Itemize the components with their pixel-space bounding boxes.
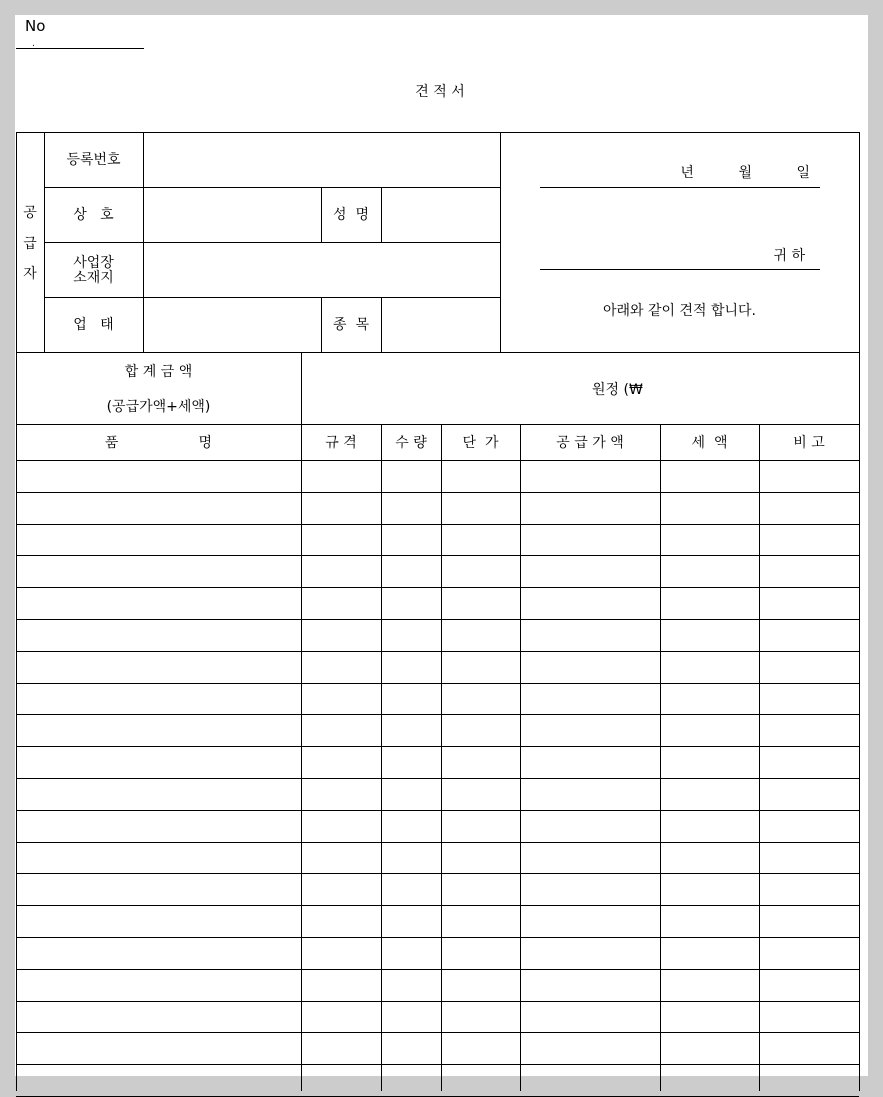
item-cell-unit-price[interactable] — [442, 461, 520, 492]
item-cell-tax[interactable] — [661, 715, 759, 746]
item-cell-spec[interactable] — [302, 461, 381, 492]
item-cell-item-name[interactable] — [17, 493, 301, 524]
item-cell-tax[interactable] — [661, 1033, 759, 1064]
item-cell-remarks[interactable] — [760, 525, 859, 555]
item-cell-remarks[interactable] — [760, 556, 859, 587]
recipient-field-underline[interactable] — [540, 269, 820, 270]
item-cell-quantity[interactable] — [382, 461, 441, 492]
item-cell-item-name[interactable] — [17, 652, 301, 683]
item-cell-remarks[interactable] — [760, 874, 859, 905]
item-cell-remarks[interactable] — [760, 493, 859, 524]
item-cell-spec[interactable] — [302, 1033, 381, 1064]
item-cell-remarks[interactable] — [760, 652, 859, 683]
table-border — [500, 132, 501, 352]
item-cell-unit-price[interactable] — [442, 747, 520, 778]
item-cell-supply-amount[interactable] — [521, 715, 660, 746]
item-cell-quantity[interactable] — [382, 1033, 441, 1064]
item-cell-unit-price[interactable] — [442, 525, 520, 555]
item-cell-remarks[interactable] — [760, 588, 859, 619]
item-cell-spec[interactable] — [302, 938, 381, 969]
column-header-item-name: 품 명 — [104, 435, 213, 451]
item-cell-quantity[interactable] — [382, 1065, 441, 1096]
item-cell-tax[interactable] — [661, 906, 759, 937]
item-cell-unit-price[interactable] — [442, 715, 520, 746]
item-cell-supply-amount[interactable] — [521, 620, 660, 651]
item-cell-unit-price[interactable] — [442, 779, 520, 810]
item-cell-tax[interactable] — [661, 652, 759, 683]
item-cell-tax[interactable] — [661, 843, 759, 873]
reg-no-label: 등록번호 — [66, 152, 121, 168]
item-cell-remarks[interactable] — [760, 684, 859, 714]
item-cell-supply-amount[interactable] — [521, 525, 660, 555]
item-cell-quantity[interactable] — [382, 620, 441, 651]
item-cell-unit-price[interactable] — [442, 684, 520, 714]
company-field[interactable] — [144, 188, 320, 242]
no-field-underline[interactable] — [16, 48, 144, 49]
column-header-tax: 세 액 — [691, 435, 728, 451]
item-cell-spec[interactable] — [302, 747, 381, 778]
item-cell-supply-amount[interactable] — [521, 938, 660, 969]
item-cell-tax[interactable] — [661, 779, 759, 810]
item-cell-item-name[interactable] — [17, 779, 301, 810]
item-cell-item-name[interactable] — [17, 525, 301, 555]
item-cell-remarks[interactable] — [760, 906, 859, 937]
item-cell-tax[interactable] — [661, 493, 759, 524]
item-cell-supply-amount[interactable] — [521, 1065, 660, 1096]
item-cell-quantity[interactable] — [382, 493, 441, 524]
item-cell-tax[interactable] — [661, 556, 759, 587]
document-title: 견 적 서 — [415, 84, 465, 100]
business-label: 업 태 — [73, 317, 114, 333]
item-cell-tax[interactable] — [661, 588, 759, 619]
item-cell-supply-amount[interactable] — [521, 461, 660, 492]
item-cell-quantity[interactable] — [382, 779, 441, 810]
reg-no-field[interactable] — [144, 133, 499, 187]
item-cell-remarks[interactable] — [760, 779, 859, 810]
item-cell-item-name[interactable] — [17, 970, 301, 1001]
item-cell-supply-amount[interactable] — [521, 811, 660, 842]
item-cell-spec[interactable] — [302, 715, 381, 746]
item-cell-remarks[interactable] — [760, 938, 859, 969]
item-cell-quantity[interactable] — [382, 684, 441, 714]
table-border — [16, 352, 859, 353]
no-label: No — [25, 17, 46, 35]
item-cell-quantity[interactable] — [382, 588, 441, 619]
item-cell-unit-price[interactable] — [442, 843, 520, 873]
item-cell-item-name[interactable] — [17, 556, 301, 587]
statement: 아래와 같이 견적 합니다. — [602, 303, 757, 319]
item-cell-item-name[interactable] — [17, 1065, 301, 1096]
column-header-quantity: 수 량 — [395, 435, 427, 451]
item-cell-spec[interactable] — [302, 906, 381, 937]
item-cell-unit-price[interactable] — [442, 1002, 520, 1032]
item-cell-tax[interactable] — [661, 525, 759, 555]
item-cell-item-name[interactable] — [17, 938, 301, 969]
item-cell-unit-price[interactable] — [442, 1033, 520, 1064]
item-cell-unit-price[interactable] — [442, 556, 520, 587]
item-cell-tax[interactable] — [661, 970, 759, 1001]
item-cell-tax[interactable] — [661, 684, 759, 714]
item-cell-spec[interactable] — [302, 779, 381, 810]
item-cell-item-name[interactable] — [17, 874, 301, 905]
table-border — [301, 352, 302, 424]
item-cell-supply-amount[interactable] — [521, 970, 660, 1001]
total-value[interactable]: 원정 (₩ — [592, 382, 643, 398]
company-label: 상 호 — [73, 207, 114, 223]
item-cell-unit-price[interactable] — [442, 652, 520, 683]
item-cell-quantity[interactable] — [382, 906, 441, 937]
supplier-side-label-3: 자 — [23, 266, 37, 282]
item-cell-tax[interactable] — [661, 811, 759, 842]
item-cell-quantity[interactable] — [382, 715, 441, 746]
name-label: 성 명 — [333, 207, 369, 223]
item-cell-spec[interactable] — [302, 652, 381, 683]
business-field[interactable] — [144, 298, 320, 352]
item-cell-supply-amount[interactable] — [521, 906, 660, 937]
item-cell-item-name[interactable] — [17, 747, 301, 778]
item-cell-item-name[interactable] — [17, 461, 301, 492]
honorific: 귀 하 — [773, 248, 805, 264]
item-cell-supply-amount[interactable] — [521, 652, 660, 683]
item-cell-remarks[interactable] — [760, 620, 859, 651]
column-header-remarks: 비 고 — [793, 435, 825, 451]
item-cell-unit-price[interactable] — [442, 938, 520, 969]
item-cell-remarks[interactable] — [760, 970, 859, 1001]
item-cell-tax[interactable] — [661, 938, 759, 969]
item-cell-spec[interactable] — [302, 588, 381, 619]
item-cell-spec[interactable] — [302, 1065, 381, 1096]
item-cell-supply-amount[interactable] — [521, 684, 660, 714]
column-header-unit-price: 단 가 — [462, 435, 499, 451]
item-cell-tax[interactable] — [661, 1065, 759, 1096]
item-cell-item-name[interactable] — [17, 1033, 301, 1064]
address-label-1: 사업장 — [73, 255, 114, 271]
item-cell-tax[interactable] — [661, 620, 759, 651]
item-cell-quantity[interactable] — [382, 556, 441, 587]
item-cell-remarks[interactable] — [760, 747, 859, 778]
item-cell-spec[interactable] — [302, 970, 381, 1001]
item-cell-supply-amount[interactable] — [521, 588, 660, 619]
item-cell-quantity[interactable] — [382, 1002, 441, 1032]
name-field[interactable] — [382, 188, 499, 242]
item-cell-item-name[interactable] — [17, 843, 301, 873]
item-cell-spec[interactable] — [302, 1002, 381, 1032]
item-cell-supply-amount[interactable] — [521, 1033, 660, 1064]
date-field-underline[interactable] — [540, 187, 820, 188]
item-cell-unit-price[interactable] — [442, 588, 520, 619]
no-dot: . — [32, 39, 35, 49]
item-cell-supply-amount[interactable] — [521, 493, 660, 524]
item-cell-tax[interactable] — [661, 1002, 759, 1032]
table-border — [859, 132, 860, 1091]
item-cell-unit-price[interactable] — [442, 811, 520, 842]
item-cell-remarks[interactable] — [760, 1033, 859, 1064]
item-cell-spec[interactable] — [302, 843, 381, 873]
item-cell-spec[interactable] — [302, 684, 381, 714]
item-cell-item-name[interactable] — [17, 715, 301, 746]
item-cell-spec[interactable] — [302, 874, 381, 905]
table-border — [16, 424, 859, 425]
item-cell-item-name[interactable] — [17, 906, 301, 937]
supplier-side-label-1: 공 — [23, 205, 37, 221]
item-cell-item-name[interactable] — [17, 684, 301, 714]
item-cell-quantity[interactable] — [382, 747, 441, 778]
item-cell-unit-price[interactable] — [442, 874, 520, 905]
item-cell-spec[interactable] — [302, 525, 381, 555]
item-cell-item-name[interactable] — [17, 811, 301, 842]
item-cell-supply-amount[interactable] — [521, 843, 660, 873]
item-cell-remarks[interactable] — [760, 715, 859, 746]
item-cell-supply-amount[interactable] — [521, 556, 660, 587]
item-cell-remarks[interactable] — [760, 461, 859, 492]
item-type-field[interactable] — [382, 298, 499, 352]
item-cell-tax[interactable] — [661, 747, 759, 778]
item-cell-unit-price[interactable] — [442, 906, 520, 937]
total-sublabel: (공급가액+세액) — [106, 399, 211, 415]
column-header-spec: 규 격 — [325, 435, 357, 451]
item-cell-spec[interactable] — [302, 493, 381, 524]
item-cell-remarks[interactable] — [760, 843, 859, 873]
address-field[interactable] — [144, 243, 499, 297]
item-type-label: 종 목 — [333, 317, 369, 333]
total-label: 합 계 금 액 — [124, 364, 193, 380]
item-cell-quantity[interactable] — [382, 525, 441, 555]
item-cell-remarks[interactable] — [760, 811, 859, 842]
item-cell-supply-amount[interactable] — [521, 874, 660, 905]
supplier-side-label-2: 급 — [23, 236, 37, 252]
item-cell-item-name[interactable] — [17, 620, 301, 651]
item-cell-supply-amount[interactable] — [521, 1002, 660, 1032]
item-cell-unit-price[interactable] — [442, 970, 520, 1001]
item-cell-supply-amount[interactable] — [521, 779, 660, 810]
item-cell-item-name[interactable] — [17, 588, 301, 619]
item-cell-quantity[interactable] — [382, 652, 441, 683]
item-cell-quantity[interactable] — [382, 811, 441, 842]
item-cell-remarks[interactable] — [760, 1002, 859, 1032]
item-cell-quantity[interactable] — [382, 970, 441, 1001]
item-cell-unit-price[interactable] — [442, 1065, 520, 1096]
item-cell-spec[interactable] — [302, 556, 381, 587]
item-cell-quantity[interactable] — [382, 938, 441, 969]
item-cell-tax[interactable] — [661, 874, 759, 905]
item-cell-spec[interactable] — [302, 811, 381, 842]
item-cell-unit-price[interactable] — [442, 620, 520, 651]
item-cell-tax[interactable] — [661, 461, 759, 492]
date-label: 년 월 일 — [680, 165, 810, 181]
item-cell-spec[interactable] — [302, 620, 381, 651]
item-cell-supply-amount[interactable] — [521, 747, 660, 778]
item-cell-remarks[interactable] — [760, 1065, 859, 1096]
item-cell-quantity[interactable] — [382, 874, 441, 905]
item-cell-unit-price[interactable] — [442, 493, 520, 524]
item-cell-quantity[interactable] — [382, 843, 441, 873]
column-header-supply-amount: 공 급 가 액 — [556, 435, 624, 451]
item-cell-item-name[interactable] — [17, 1002, 301, 1032]
address-label-2: 소재지 — [73, 270, 114, 286]
